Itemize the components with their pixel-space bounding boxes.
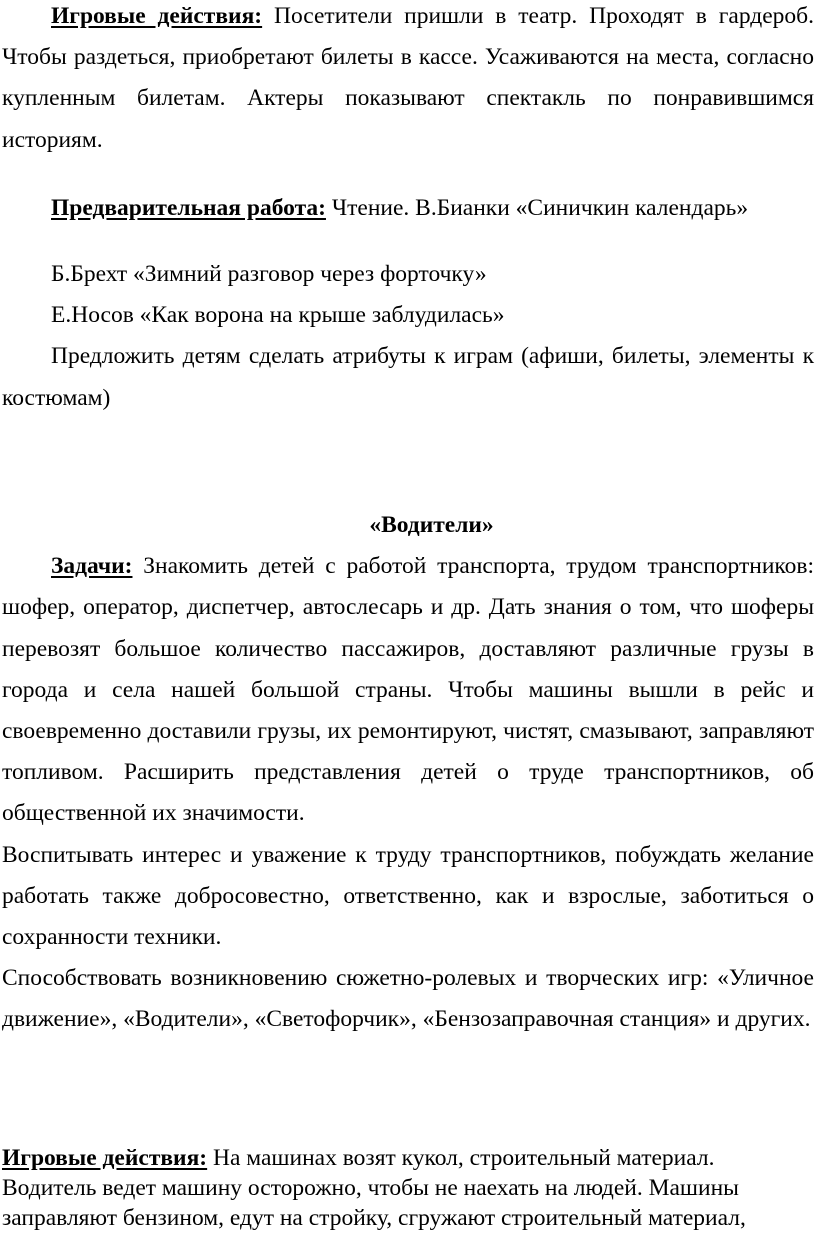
theatre-actions-label: Игровые действия: <box>51 3 263 29</box>
preparation-section <box>0 188 816 229</box>
drivers-actions-section <box>0 1143 816 1233</box>
drivers-actions-text: На машинах возят кукол, строительный материал. Водитель ведет машину осторожно, чтобы не наехать на людей. Машины заправляют бензином, едут на стройку, сгружают строительный материал, <box>2 1145 746 1231</box>
theatre-actions-text: Посетители пришли в театр. Проходят в гардероб. Чтобы раздеться, приобретают билеты в кассе. Усаживаются на места, согласно купленным билетам. Актеры показывают спектакль по понравившимся историям. <box>2 3 814 153</box>
drivers-task-3: Способствовать возникновению сюжетно-ролевых и творческих игр: «Уличное движение», «Водители», «Светофорчик», «Бензозаправочная станция» и других. <box>2 965 814 1033</box>
theatre-section <box>0 0 816 161</box>
reading-nosov: Е.Носов «Как ворона на крыше заблудилась» <box>51 302 505 329</box>
drivers-tasks-paragraph <box>0 546 816 834</box>
drivers-title: «Водители» <box>369 512 494 538</box>
drivers-actions-paragraph <box>0 1143 816 1233</box>
drivers-actions-label: Игровые действия: <box>2 1145 208 1171</box>
drivers-section <box>0 505 816 1041</box>
reading-brecht: Б.Брехт «Зимний разговор через форточку» <box>51 261 487 287</box>
drivers-task-2: Воспитывать интерес и уважение к труду транспортников, побуждать желание работать также добросовестно, ответственно, как и взрослые, заботиться о сохранности техники. <box>2 841 814 951</box>
theatre-actions-paragraph <box>0 0 816 161</box>
prep-text: Чтение. В.Бианки «Синичкин календарь» <box>325 195 749 221</box>
prep-paragraph <box>0 188 816 229</box>
readings-section <box>0 254 816 419</box>
drivers-tasks-text: Знакомить детей с работой транспорта, трудом транспортников: шофер, оператор, диспетчер, автослесарь и др. Дать знания о том, что шоферы перевозят большое количество пассажиров, доставляют различные грузы в города и села нашей большой страны. Чтобы машины вышли в рейс и своевременно доставили грузы, их ремонтируют, чистят, смазывают, заправляют топливом. Расширить представления детей о труде транспортников, об общественной их значимости. <box>2 553 814 827</box>
suggestion-paragraph: Предложить детям сделать атрибуты к играм (афиши, билеты, элементы к костюмам) <box>2 343 814 411</box>
prep-label: Предварительная работа: <box>51 195 326 221</box>
drivers-tasks-label: Задачи: <box>51 553 133 580</box>
